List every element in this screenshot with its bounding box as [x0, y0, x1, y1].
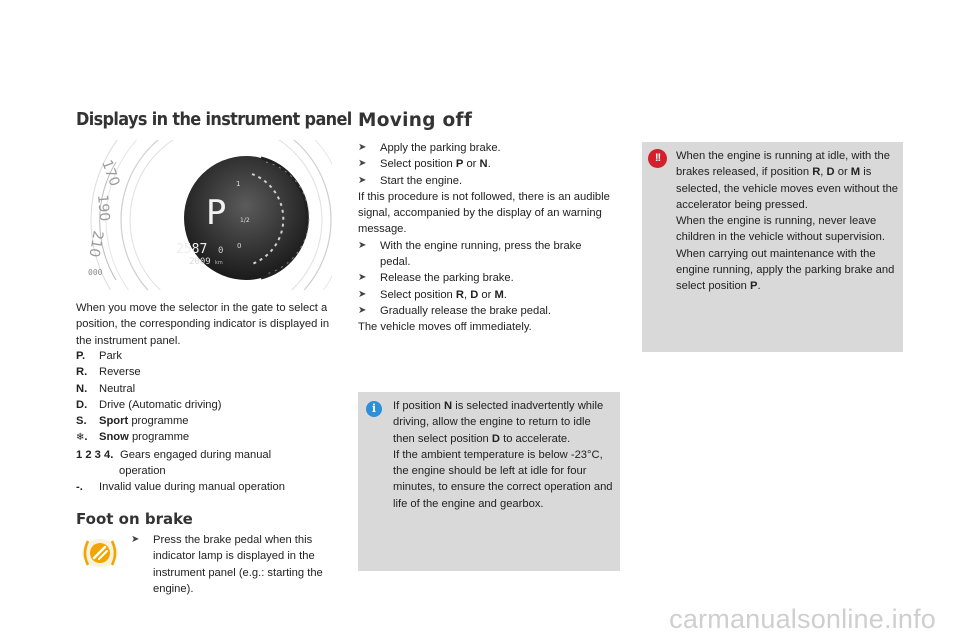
legend-value: Drive (Automatic driving) — [99, 398, 222, 411]
list-item — [358, 140, 613, 156]
legend-key: S. — [76, 415, 87, 428]
step-text: Select position — [380, 288, 456, 301]
position-code: D — [491, 432, 500, 445]
legend-row — [76, 447, 366, 463]
paragraph: The vehicle moves off immediately. — [358, 321, 532, 334]
list-item — [358, 238, 613, 271]
warning-icon: !! — [648, 149, 667, 168]
list-item — [358, 303, 613, 319]
foot-on-brake-text — [131, 532, 341, 597]
moving-off-steps — [358, 140, 613, 336]
step-text: Apply the parking brake. — [380, 142, 501, 154]
legend-key: . — [84, 431, 88, 444]
bullet-icon: ➤ — [358, 239, 367, 251]
position-code: P — [750, 280, 758, 293]
legend-key: -. — [76, 481, 83, 494]
speed-label: 000 — [88, 268, 103, 277]
legend-bold-value: Sport — [99, 415, 129, 428]
legend-key: 1 2 3 4. — [76, 448, 114, 461]
legend-row — [76, 479, 366, 495]
list-item — [358, 173, 613, 189]
bullet-icon: ➤ — [131, 534, 140, 545]
legend-key: P. — [76, 350, 86, 362]
legend-value: Reverse — [99, 366, 141, 379]
step-text: or — [478, 288, 495, 301]
position-code: M — [850, 166, 861, 179]
foot-on-brake-title: Foot on brake — [76, 510, 193, 528]
bullet-icon: ➤ — [358, 158, 367, 170]
legend-value: programme — [128, 431, 190, 444]
legend-value: Gears engaged during manual — [120, 448, 272, 461]
snowflake-icon: ❄ — [76, 432, 85, 444]
fuel-label: 1/2 — [240, 217, 250, 224]
position-code: R — [455, 288, 464, 301]
step-text: . — [503, 288, 507, 301]
step-text: Select position — [380, 158, 456, 171]
trip-value: 2009 — [189, 257, 211, 267]
legend-value: programme — [128, 415, 189, 428]
moving-off-title: Moving off — [358, 110, 473, 131]
legend-key: D. — [76, 398, 88, 411]
warning-paragraph: When the engine is running at idle, with the brakes released, if position R, D or M is selected, the vehicle moves even without the accelerator being pressed. — [676, 150, 899, 211]
info-text — [393, 398, 615, 512]
step-text: Gradually release the brake pedal. — [380, 304, 552, 317]
foot-on-brake-instruction: Press the brake pedal when this indicator lamp is displayed in the instrument panel (e.g.: starting the engine). — [153, 534, 323, 595]
legend-key: N. — [76, 382, 88, 395]
svg-text:0: 0 — [237, 242, 242, 250]
bullet-icon: ➤ — [358, 304, 367, 316]
bullet-icon: ➤ — [358, 174, 367, 186]
legend-bold-value: Snow — [99, 431, 129, 444]
step-text: , — [463, 288, 471, 301]
instrument-cluster-image — [76, 140, 332, 290]
bullet-icon: ➤ — [358, 272, 367, 284]
step-text: or — [463, 158, 480, 171]
speed-label: 170 — [98, 157, 123, 189]
list-item — [358, 156, 613, 172]
position-code: P — [455, 158, 464, 171]
warning-text — [676, 148, 898, 295]
legend-value: Park — [99, 350, 123, 362]
list-item — [358, 270, 613, 286]
step-text: Start the engine. — [380, 174, 463, 187]
displays-title: Displays in the instrument panel — [76, 110, 352, 130]
info-icon: i — [366, 401, 382, 417]
legend-row — [76, 364, 366, 380]
speed-label: 210 — [85, 229, 106, 259]
list-item — [358, 287, 613, 303]
gear-indicator: P — [206, 193, 227, 233]
watermark: carmanualsonline.info — [669, 604, 936, 634]
bullet-icon: ➤ — [358, 142, 367, 153]
trip-unit: km — [215, 260, 223, 266]
warning-paragraph: When carrying out maintenance with the engine running, apply the parking brake and select position P. — [676, 247, 895, 293]
step-text: Release the parking brake. — [380, 272, 514, 285]
brake-pedal-lamp-icon — [80, 537, 120, 569]
legend-value: Neutral — [99, 382, 136, 395]
position-code: R — [812, 166, 821, 179]
svg-text:1: 1 — [236, 180, 241, 188]
info-paragraph: If position N is selected inadvertently while driving, allow the engine to return to idle then select position D to accelerate. — [393, 400, 604, 445]
position-code: D — [826, 166, 835, 179]
warning-paragraph: When the engine is running, never leave children in the vehicle without supervision. — [676, 215, 885, 244]
legend-row — [76, 429, 366, 446]
step-text: . — [487, 158, 491, 171]
displays-intro: When you move the selector in the gate to select a position, the corresponding indicator is displayed in the instrument panel. — [76, 302, 330, 347]
legend-key: R. — [76, 366, 88, 379]
odometer-decimal: 0 — [218, 246, 224, 256]
bullet-icon: ➤ — [358, 288, 367, 300]
speed-label: 190 — [94, 193, 113, 222]
position-code: M — [494, 288, 504, 301]
position-code: D — [470, 288, 479, 301]
legend-row — [76, 381, 366, 397]
legend-value-continued: operation — [119, 465, 166, 478]
step-text: With the engine running, press the brake pedal. — [380, 239, 582, 269]
legend-row — [76, 397, 366, 413]
legend-row — [76, 348, 366, 364]
odometer-value: 2587 — [176, 242, 208, 257]
legend-value: Invalid value during manual operation — [99, 481, 285, 494]
position-code: N — [444, 400, 453, 412]
legend-row — [76, 413, 366, 429]
position-code: N — [479, 158, 488, 171]
info-paragraph: If the ambient temperature is below -23°C, the engine should be left at idle for four minutes, to ensure the correct operation and life of the engine and gearbox. — [393, 448, 613, 510]
gear-legend — [76, 348, 366, 496]
paragraph: If this procedure is not followed, there is an audible signal, accompanied by the display of an warning message. — [358, 190, 610, 236]
